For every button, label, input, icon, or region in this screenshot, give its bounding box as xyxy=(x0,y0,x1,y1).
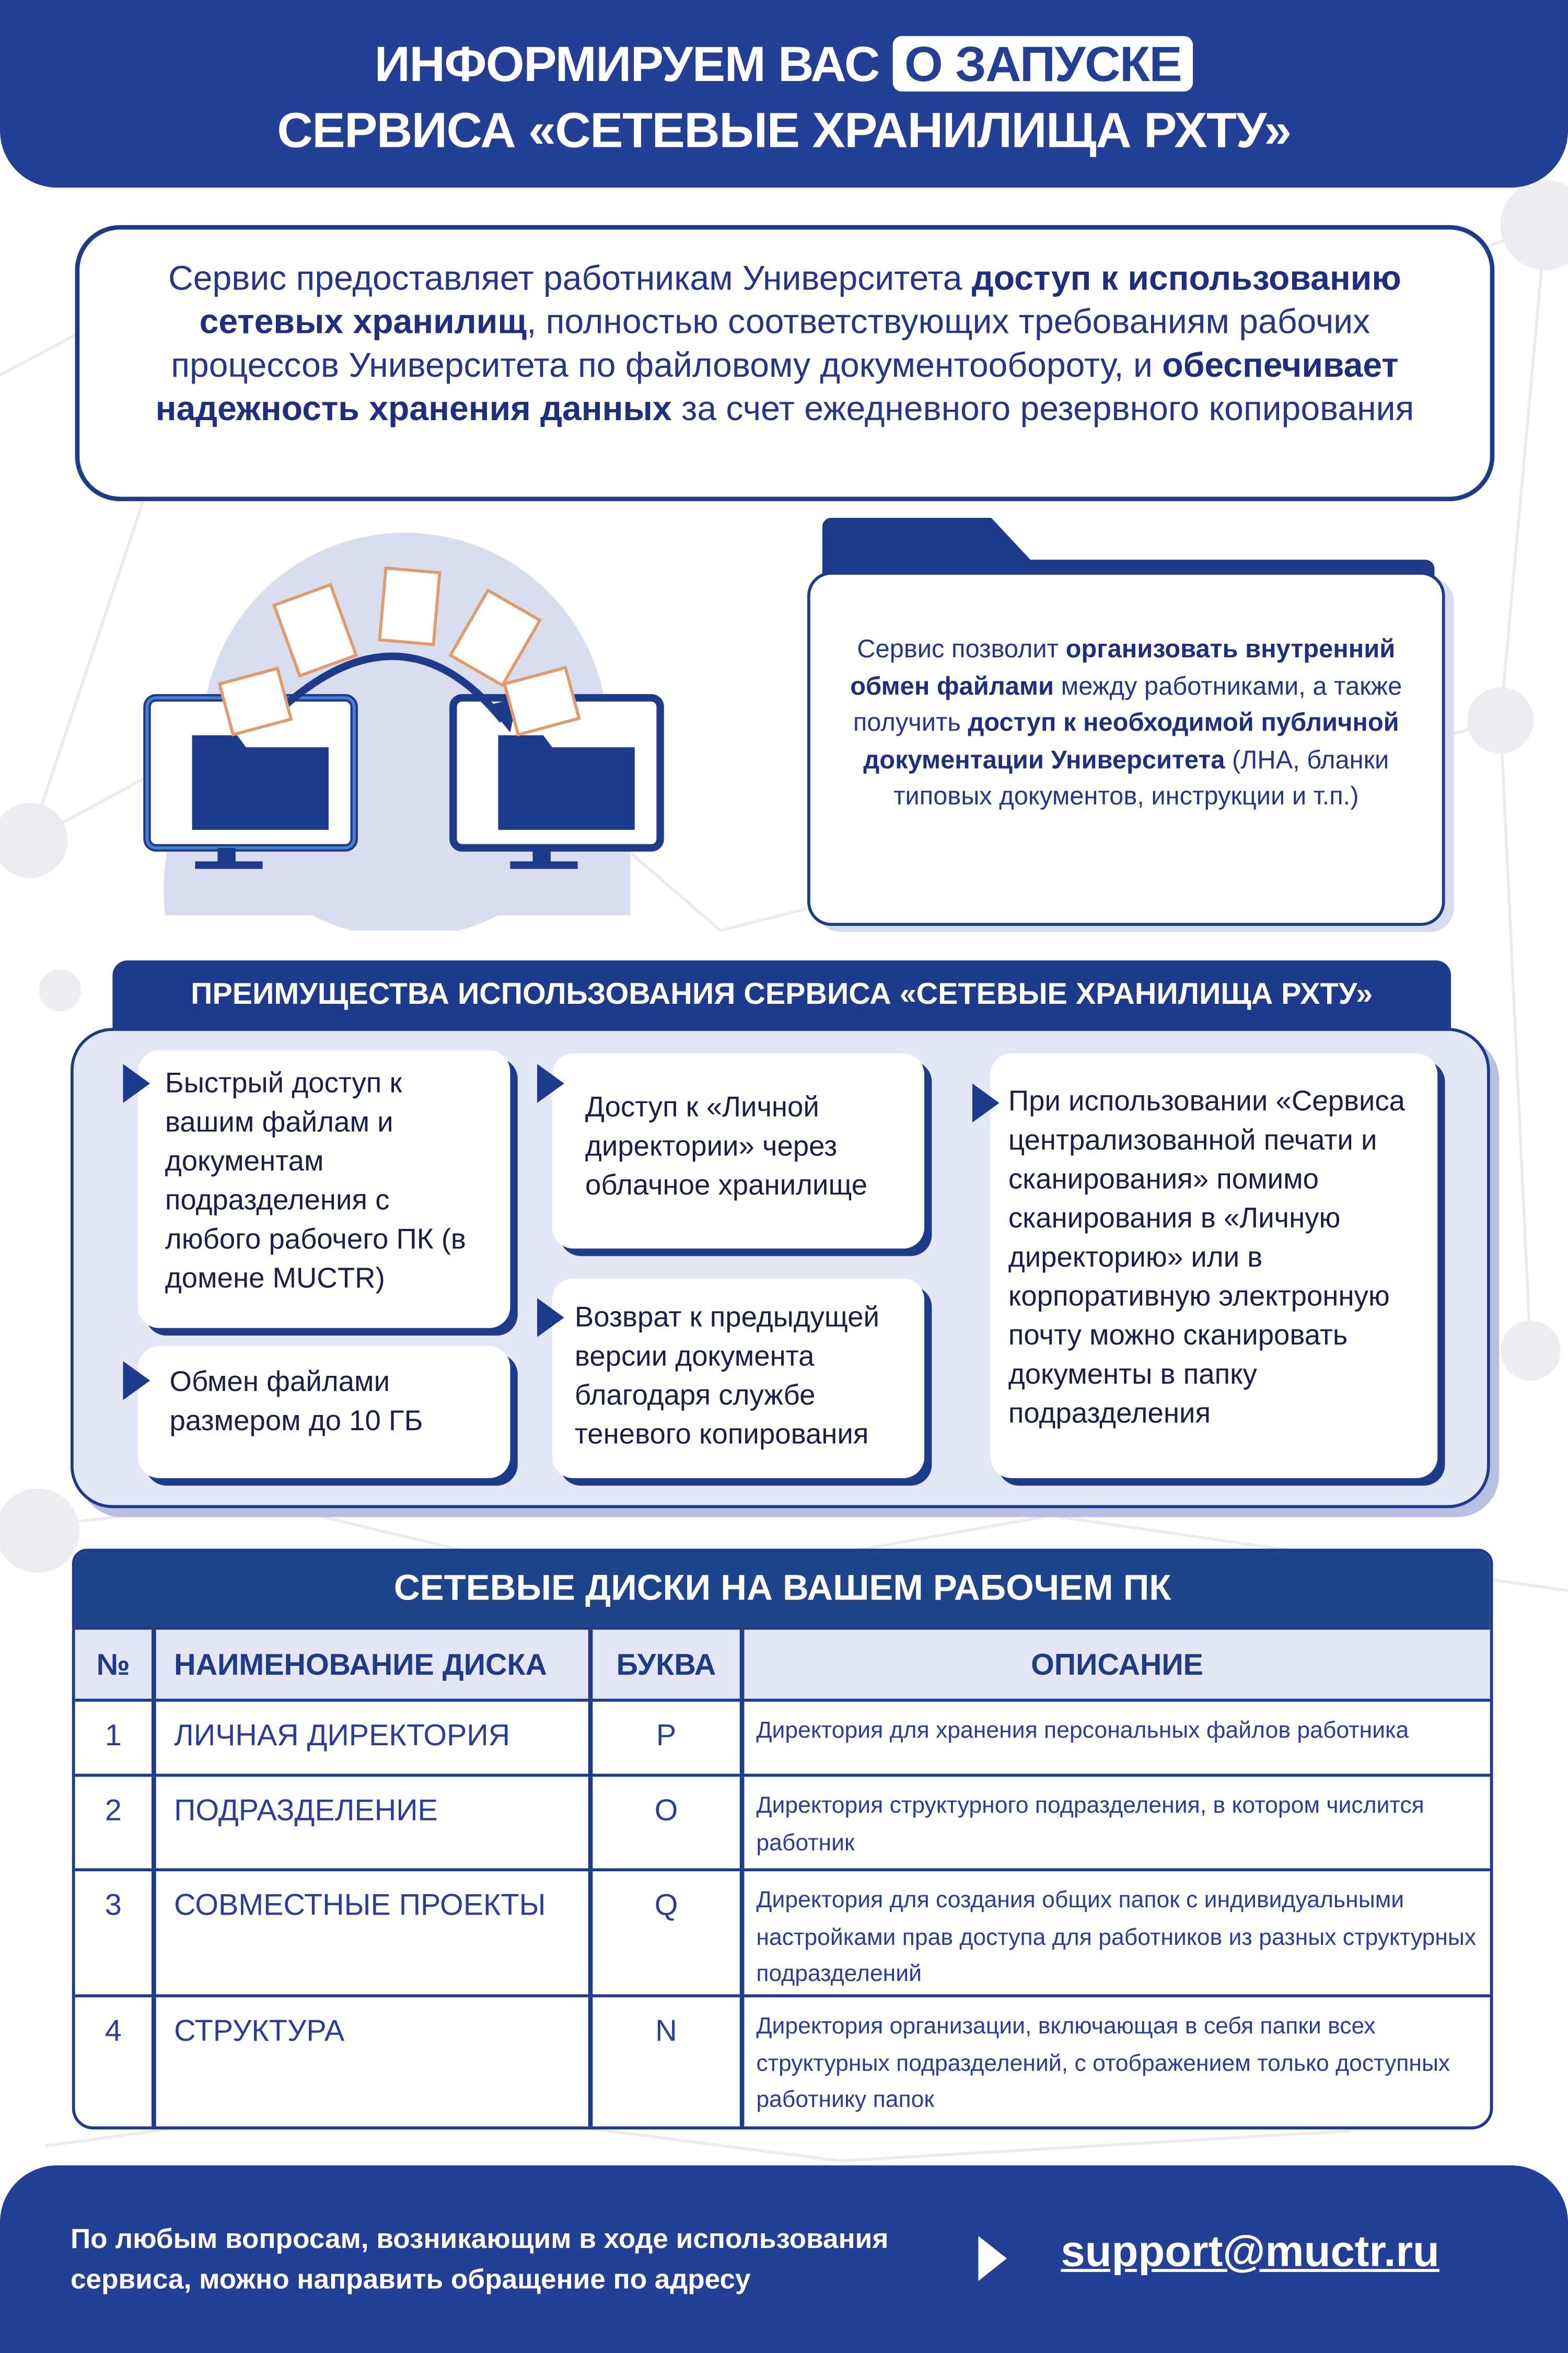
column-header: НАИМЕНОВАНИЕ ДИСКА xyxy=(156,1630,593,1699)
intro-box xyxy=(75,225,1495,501)
cell-number: 3 xyxy=(75,1871,156,1994)
bullet-triangle-icon xyxy=(123,1064,150,1103)
folder-text: Сервис позволит xyxy=(857,634,1066,664)
folder-info-card xyxy=(807,518,1449,931)
folder-text: (ЛНА, бланки типовых документов, инструкции и т.п.) xyxy=(893,745,1389,810)
file-exchange-illustration xyxy=(135,510,675,930)
intro-text: , полностью соответствующих требованиям рабочих процессов Университета по файловому документообороту, и xyxy=(171,302,1370,385)
footer-banner xyxy=(0,2165,1568,2353)
advantage-card xyxy=(138,1346,510,1478)
advantage-text: Быстрый доступ к вашим файлам и документам подразделения с любого рабочего ПК (в домене MUCTR) xyxy=(165,1068,466,1295)
bullet-triangle-icon xyxy=(972,1083,1000,1122)
intro-bold: обеспечивает надежность хранения данных xyxy=(155,345,1399,428)
advantage-card xyxy=(990,1053,1437,1478)
bullet-triangle-icon xyxy=(537,1064,564,1103)
cell-name: ЛИЧНАЯ ДИРЕКТОРИЯ xyxy=(156,1702,593,1774)
cell-name: ПОДРАЗДЕЛЕНИЕ xyxy=(156,1777,593,1868)
bullet-triangle-icon xyxy=(537,1298,564,1337)
support-email-link[interactable]: support@muctr.ru xyxy=(1061,2228,1439,2277)
cell-letter: O xyxy=(593,1777,744,1868)
folder-text: между работниками, а также получить xyxy=(853,671,1402,737)
cell-number: 1 xyxy=(75,1702,156,1774)
cell-letter: P xyxy=(593,1702,744,1774)
advantage-text: При использовании «Сервиса централизованной печати и сканирования» помимо сканирования в «Личную директорию» или в корпоративную электронную почту можно сканировать документы в папку подразделения xyxy=(1008,1086,1406,1430)
folder-bold: организовать внутренний обмен файлами xyxy=(850,634,1396,700)
cell-letter: N xyxy=(593,1997,744,2129)
header-banner xyxy=(0,0,1568,188)
cell-name: СТРУКТУРА xyxy=(156,1997,593,2129)
bullet-triangle-icon xyxy=(123,1361,150,1400)
table-row xyxy=(75,1699,1490,1774)
cell-number: 4 xyxy=(75,1997,156,2129)
folder-bold: доступ к необходимой публичной документации Университета xyxy=(863,708,1399,774)
cell-description: Директория для создания общих папок с индивидуальными настройками прав доступа для работников из разных структурных подразделений xyxy=(756,1887,1477,1987)
table-row xyxy=(75,1774,1490,1868)
folder-card-body xyxy=(807,572,1445,926)
intro-text: Сервис предоставляет работникам Университета xyxy=(168,258,972,297)
cell-description: Директория организации, включающая в себя папки всех структурных подразделений, с отображением только доступных работнику папок xyxy=(756,2013,1450,2113)
table-header-row xyxy=(75,1627,1490,1699)
cell-description: Директория структурного подразделения, в котором числится работник xyxy=(756,1793,1424,1856)
title-line2: СЕРВИСА «СЕТЕВЫЕ ХРАНИЛИЩА РХТУ» xyxy=(277,102,1291,158)
table-row xyxy=(75,1868,1490,1994)
column-header: № xyxy=(75,1630,156,1699)
intro-bold: доступ к использованию сетевых хранилищ xyxy=(199,258,1401,341)
cell-number: 2 xyxy=(75,1777,156,1868)
table-title: СЕТЕВЫЕ ДИСКИ НА ВАШЕМ РАБОЧЕМ ПК xyxy=(75,1551,1490,1627)
advantages-title: ПРЕИМУЩЕСТВА ИСПОЛЬЗОВАНИЯ СЕРВИСА «СЕТЕВЫЕ ХРАНИЛИЩА РХТУ» xyxy=(112,960,1451,1029)
advantage-text: Доступ к «Личной директории» через облачное хранилище xyxy=(585,1092,868,1202)
network-drives-table xyxy=(72,1549,1493,2129)
cell-description: Директория для хранения персональных файлов работника xyxy=(756,1718,1409,1744)
title-highlight: О ЗАПУСКЕ xyxy=(892,36,1193,91)
advantage-text: Обмен файлами размером до 10 ГБ xyxy=(169,1367,423,1438)
cell-name: СОВМЕСТНЫЕ ПРОЕКТЫ xyxy=(156,1871,593,1994)
table-row xyxy=(75,1995,1490,2129)
advantage-card xyxy=(138,1050,510,1328)
intro-text: за счет ежедневного резервного копирования xyxy=(671,388,1414,428)
cell-letter: Q xyxy=(593,1871,744,1994)
advantage-card xyxy=(552,1279,924,1478)
footer-text: По любым вопросам, возникающим в ходе использования сервиса, можно направить обращение по адресу xyxy=(70,2222,889,2294)
column-header: БУКВА xyxy=(593,1630,744,1699)
arrow-right-icon xyxy=(978,2236,1007,2281)
column-header: ОПИСАНИЕ xyxy=(1031,1649,1203,1683)
title-line1: ИНФОРМИРУЕМ ВАС xyxy=(374,36,880,92)
advantage-text: Возврат к предыдущей версии документа благодаря службе теневого копирования xyxy=(574,1302,880,1452)
advantage-card xyxy=(552,1053,924,1248)
